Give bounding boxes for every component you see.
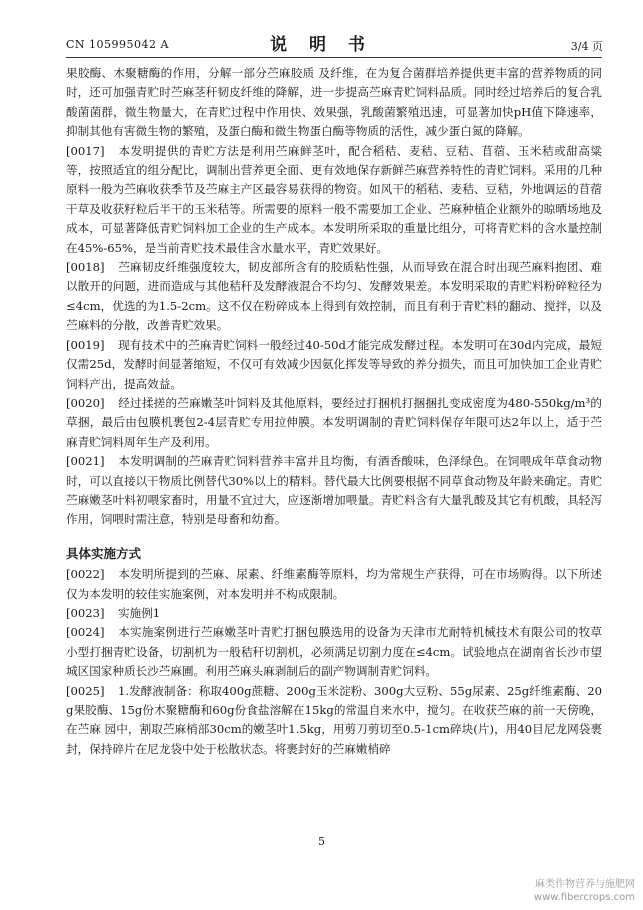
section-title: 具体实施方式 [66, 545, 142, 561]
document-body [66, 64, 602, 759]
page-info: 3/4 页 [570, 40, 603, 53]
paragraph-number: [0025] [66, 683, 105, 698]
paragraph-number: [0018] [66, 260, 105, 275]
paragraph-text: 果胶酶、木聚糖酶的作用，分解一部分苎麻胶质 及纤维，在为复合菌群培养提供更丰富的营养物质的同时，还可加强青贮时苎麻茎秆韧皮纤维的降解，进一步提高苎麻青贮饲料品质。同时经过培养后的复合乳酸菌菌群，微生物量大，在青贮过程中作用快、效果强，乳酸菌繁殖迅速，可显著加快pH值下降速率，抑制其他有害微生物的繁殖，及蛋白酶和微生物蛋白酶等物质的活性，减少蛋白氮的降解。 [66, 66, 602, 139]
paragraph-text: 本发明调制的苎麻青贮饲料营养丰富并且均衡，有酒香酸味，色泽绿色。在饲喂成年草食动物时，可以直接以干物质比例替代30%以上的精料。替代最大比例要根据不同草食动物及年龄来确定。青贮苎麻嫩茎叶料初喂家畜时，用量不宜过大，应逐渐增加喂量。青贮料含有大量乳酸及其它有机酸，具轻泻作用，饲喂时需注意，特别是母畜和幼畜。 [66, 454, 602, 527]
paragraph-text: 本发明所提到的苎麻、尿素、纤维素酶等原料，均为常规生产获得，可在市场购得。以下所述仅为本发明的较佳实施案例，对本发明并不构成限制。 [66, 567, 602, 601]
header-divider [66, 57, 602, 58]
paragraph-number: [0017] [66, 143, 105, 158]
paragraph-continued [66, 64, 602, 142]
paragraph-text: 本发明提供的青贮方法是利用苎麻鲜茎叶，配合稻秸、麦秸、豆秸、苜蓿、玉米秸或甜高粱等，按照适宜的组分配比，调制出营养更全面、更有效地保存新鲜苎麻营养特性的青贮饲料。采用的几种原料一般为苎麻收获季节及苎麻主产区最容易获得的物资。如风干的稻秸、麦秸、豆秸，外地调运的苜蓿干草及收获籽粒后半干的玉米秸等。所需要的原料一般不需要加工企业、苎麻种植企业额外的晾晒场地及成本，可显著降低青贮饲料加工企业的生产成本。本发明所采取的重量比组分，可将青贮料的含水量控制在45%-65%，是当前青贮技术最佳含水量水平，青贮效果好。 [66, 143, 602, 255]
page-number: 5 [318, 835, 325, 848]
page-header [0, 0, 643, 58]
paragraph-0024 [66, 623, 602, 681]
paragraph-text: 现有技术中的苎麻青贮饲料一般经过40-50d才能完成发酵过程。本发明可在30d内完成，最短仅需25d，发酵时间显著缩短，不仅可有效减少因氨化挥发等导致的养分损失，而且可加快加工企业青贮饲料产出，提高效益。 [66, 337, 602, 391]
paragraph-0019 [66, 336, 602, 394]
paragraph-number: [0019] [66, 337, 105, 352]
paragraph-text: 本实施案例进行苎麻嫩茎叶青贮打捆包膜选用的设备为天津市尤耐特机械技术有限公司的牧草小型打捆青贮设备，切割机为一般秸秆切割机，必须满足切割力度在≤4cm。试验地点在湖南省长沙市望城区国家种质长沙苎麻圃。利用苎麻头麻剥制后的副产物调制青贮饲料。 [66, 625, 602, 679]
paragraph-number: [0020] [66, 395, 105, 410]
paragraph-text: 1.发酵液制备：称取400g蔗糖、200g玉米淀粉、300g大豆粉、55g尿素、25g纤维素酶、20g果胶酶、15g份木聚糖酶和60g份食盐溶解在15kg的常温自来水中，搅匀。在收获苎麻的前一天傍晚，在苎麻 园中，割取苎麻梢部30cm的嫩茎叶1.5kg，用剪刀剪切至0.5-1cm碎块(片)，用40目尼龙网袋裹封，保持碎片在尼龙袋中处于松散状态。将裹封好的苎麻嫩梢碎 [66, 683, 602, 756]
paragraph-text: 实施例1 [118, 605, 161, 620]
watermark-url: www.fibercrops.com [533, 892, 635, 903]
paragraph-0021 [66, 452, 602, 530]
paragraph-0025 [66, 682, 602, 760]
paragraph-0017 [66, 142, 602, 258]
paragraph-number: [0021] [66, 454, 105, 469]
watermark-site-name: 麻类作物营养与施肥网 [535, 879, 635, 890]
paragraph-0023 [66, 604, 602, 623]
paragraph-number: [0022] [66, 567, 105, 582]
paragraph-text: 经过揉搓的苎麻嫩茎叶饲料及其他原料，要经过打捆机打捆捆扎变成密度为480-550kg/m³的草捆，最后由包膜机裹包2-4层青贮专用拉伸膜。本发明调制的青贮饲料保存年限可达2年以上，适于苎麻青贮饲料周年生产及利用。 [66, 395, 602, 449]
paragraph-0018 [66, 258, 602, 336]
paragraph-number: [0024] [66, 625, 105, 640]
paragraph-0020 [66, 394, 602, 452]
document-title: 说 明 书 [270, 35, 373, 55]
paragraph-text: 苎麻韧皮纤维强度较大，韧皮部所含有的胶质粘性强，从而导致在混合时出现苎麻料抱团、难以散开的问题，进而造成与其他秸秆及发酵液混合不均匀、发酵效果差。本发明采取的青贮料粉碎粒径为≤4cm，优选的为1.5-2cm。这不仅在粉碎成本上得到有效控制，而且有利于青贮料的翻动、搅拌，以及苎麻料的分散，改善青贮效果。 [66, 260, 602, 333]
patent-number: CN 105995042 A [66, 38, 169, 51]
paragraph-0022 [66, 565, 602, 604]
paragraph-number: [0023] [66, 605, 105, 620]
watermark [534, 878, 635, 904]
